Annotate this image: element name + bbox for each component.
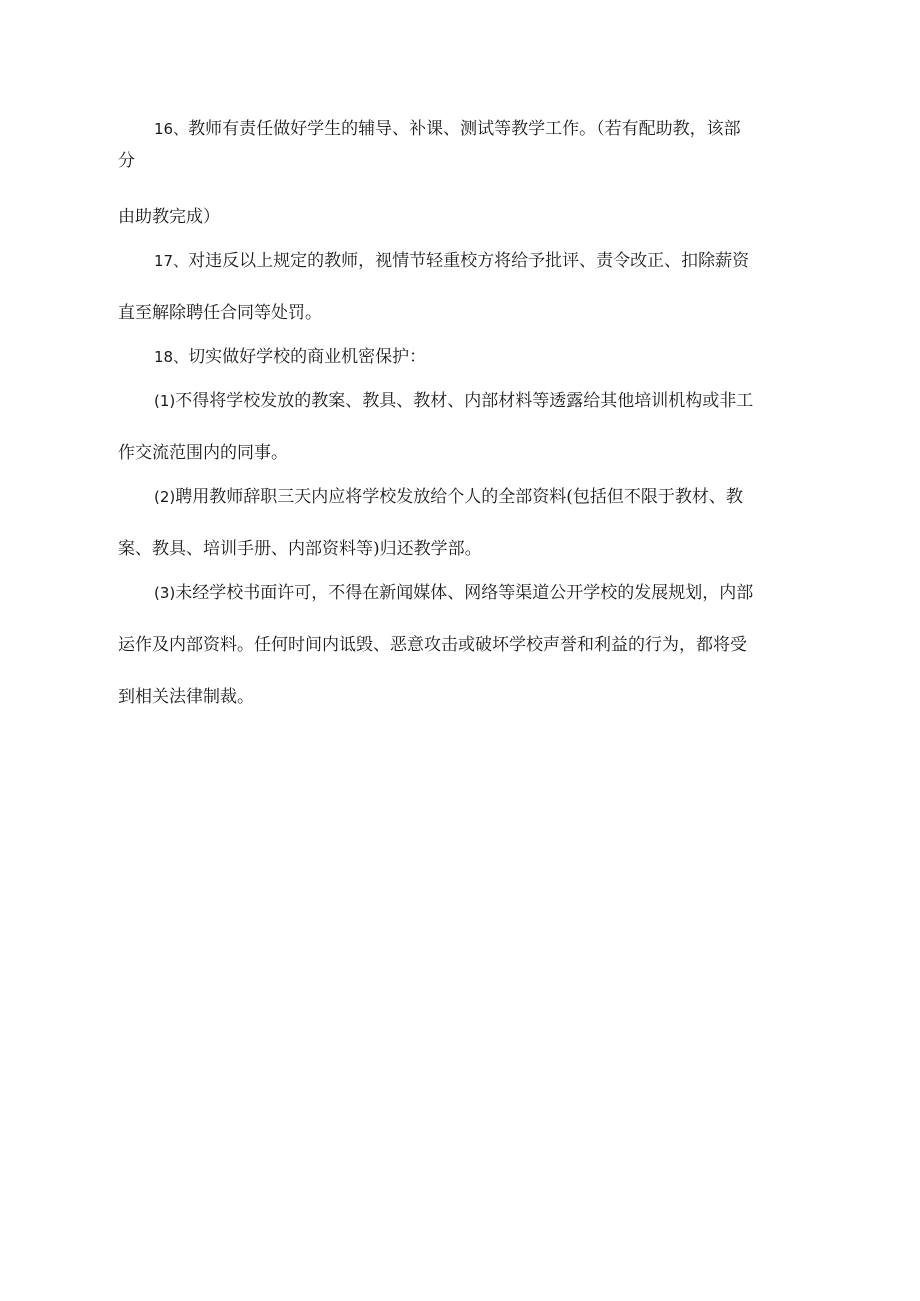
item-2-line-2: 案、教具、培训手册、内部资料等)归还教学部。 bbox=[118, 539, 482, 559]
item-3-number: (3) bbox=[154, 584, 176, 602]
paragraph-16-line-1 bbox=[118, 113, 808, 145]
paragraph-16-number: 16、 bbox=[154, 120, 189, 138]
item-2-text-1: 聘用教师辞职三天内应将学校发放给个人的全部资料(包括但不限于教材、教 bbox=[175, 487, 743, 507]
paragraph-18-number: 18、 bbox=[154, 348, 189, 366]
paragraph-16-line-3: 由助教完成） bbox=[118, 207, 220, 227]
paragraph-17 bbox=[118, 245, 808, 329]
item-1-text-1: 不得将学校发放的教案、教具、教材、内部材料等透露给其他培训机构或非工 bbox=[175, 391, 754, 411]
paragraph-18-item-1 bbox=[118, 385, 808, 469]
paragraph-18-line-1 bbox=[118, 341, 808, 373]
item-2-number: (2) bbox=[154, 488, 176, 506]
item-3-line-3: 到相关法律制裁。 bbox=[118, 687, 254, 707]
paragraph-18 bbox=[118, 341, 808, 373]
paragraph-16-text-1: 教师有责任做好学生的辅导、补课、测试等教学工作。（若有配助教，该部 bbox=[188, 119, 741, 139]
paragraph-16 bbox=[118, 113, 808, 233]
item-3-line-2: 运作及内部资料。任何时间内诋毁、恶意攻击或破坏学校声誉和利益的行为，都将受 bbox=[118, 635, 747, 655]
item-3-line-1 bbox=[118, 577, 808, 609]
paragraph-17-text-1: 对违反以上规定的教师，视情节轻重校方将给予批评、责令改正、扣除薪资 bbox=[188, 251, 750, 271]
paragraph-17-line-1 bbox=[118, 245, 808, 277]
document-body bbox=[118, 113, 808, 713]
paragraph-17-line-2: 直至解除聘任合同等处罚。 bbox=[118, 303, 322, 323]
paragraph-18-item-3 bbox=[118, 577, 808, 713]
paragraph-18-text-1: 切实做好学校的商业机密保护： bbox=[188, 347, 427, 367]
item-2-line-1 bbox=[118, 481, 808, 513]
item-1-line-1 bbox=[118, 385, 808, 417]
paragraph-18-item-2 bbox=[118, 481, 808, 565]
item-1-number: (1) bbox=[154, 392, 176, 410]
item-3-text-1: 未经学校书面许可，不得在新闻媒体、网络等渠道公开学校的发展规划，内部 bbox=[175, 583, 754, 603]
paragraph-17-number: 17、 bbox=[154, 252, 189, 270]
paragraph-16-line-2: 分 bbox=[118, 151, 135, 171]
item-1-line-2: 作交流范围内的同事。 bbox=[118, 443, 288, 463]
